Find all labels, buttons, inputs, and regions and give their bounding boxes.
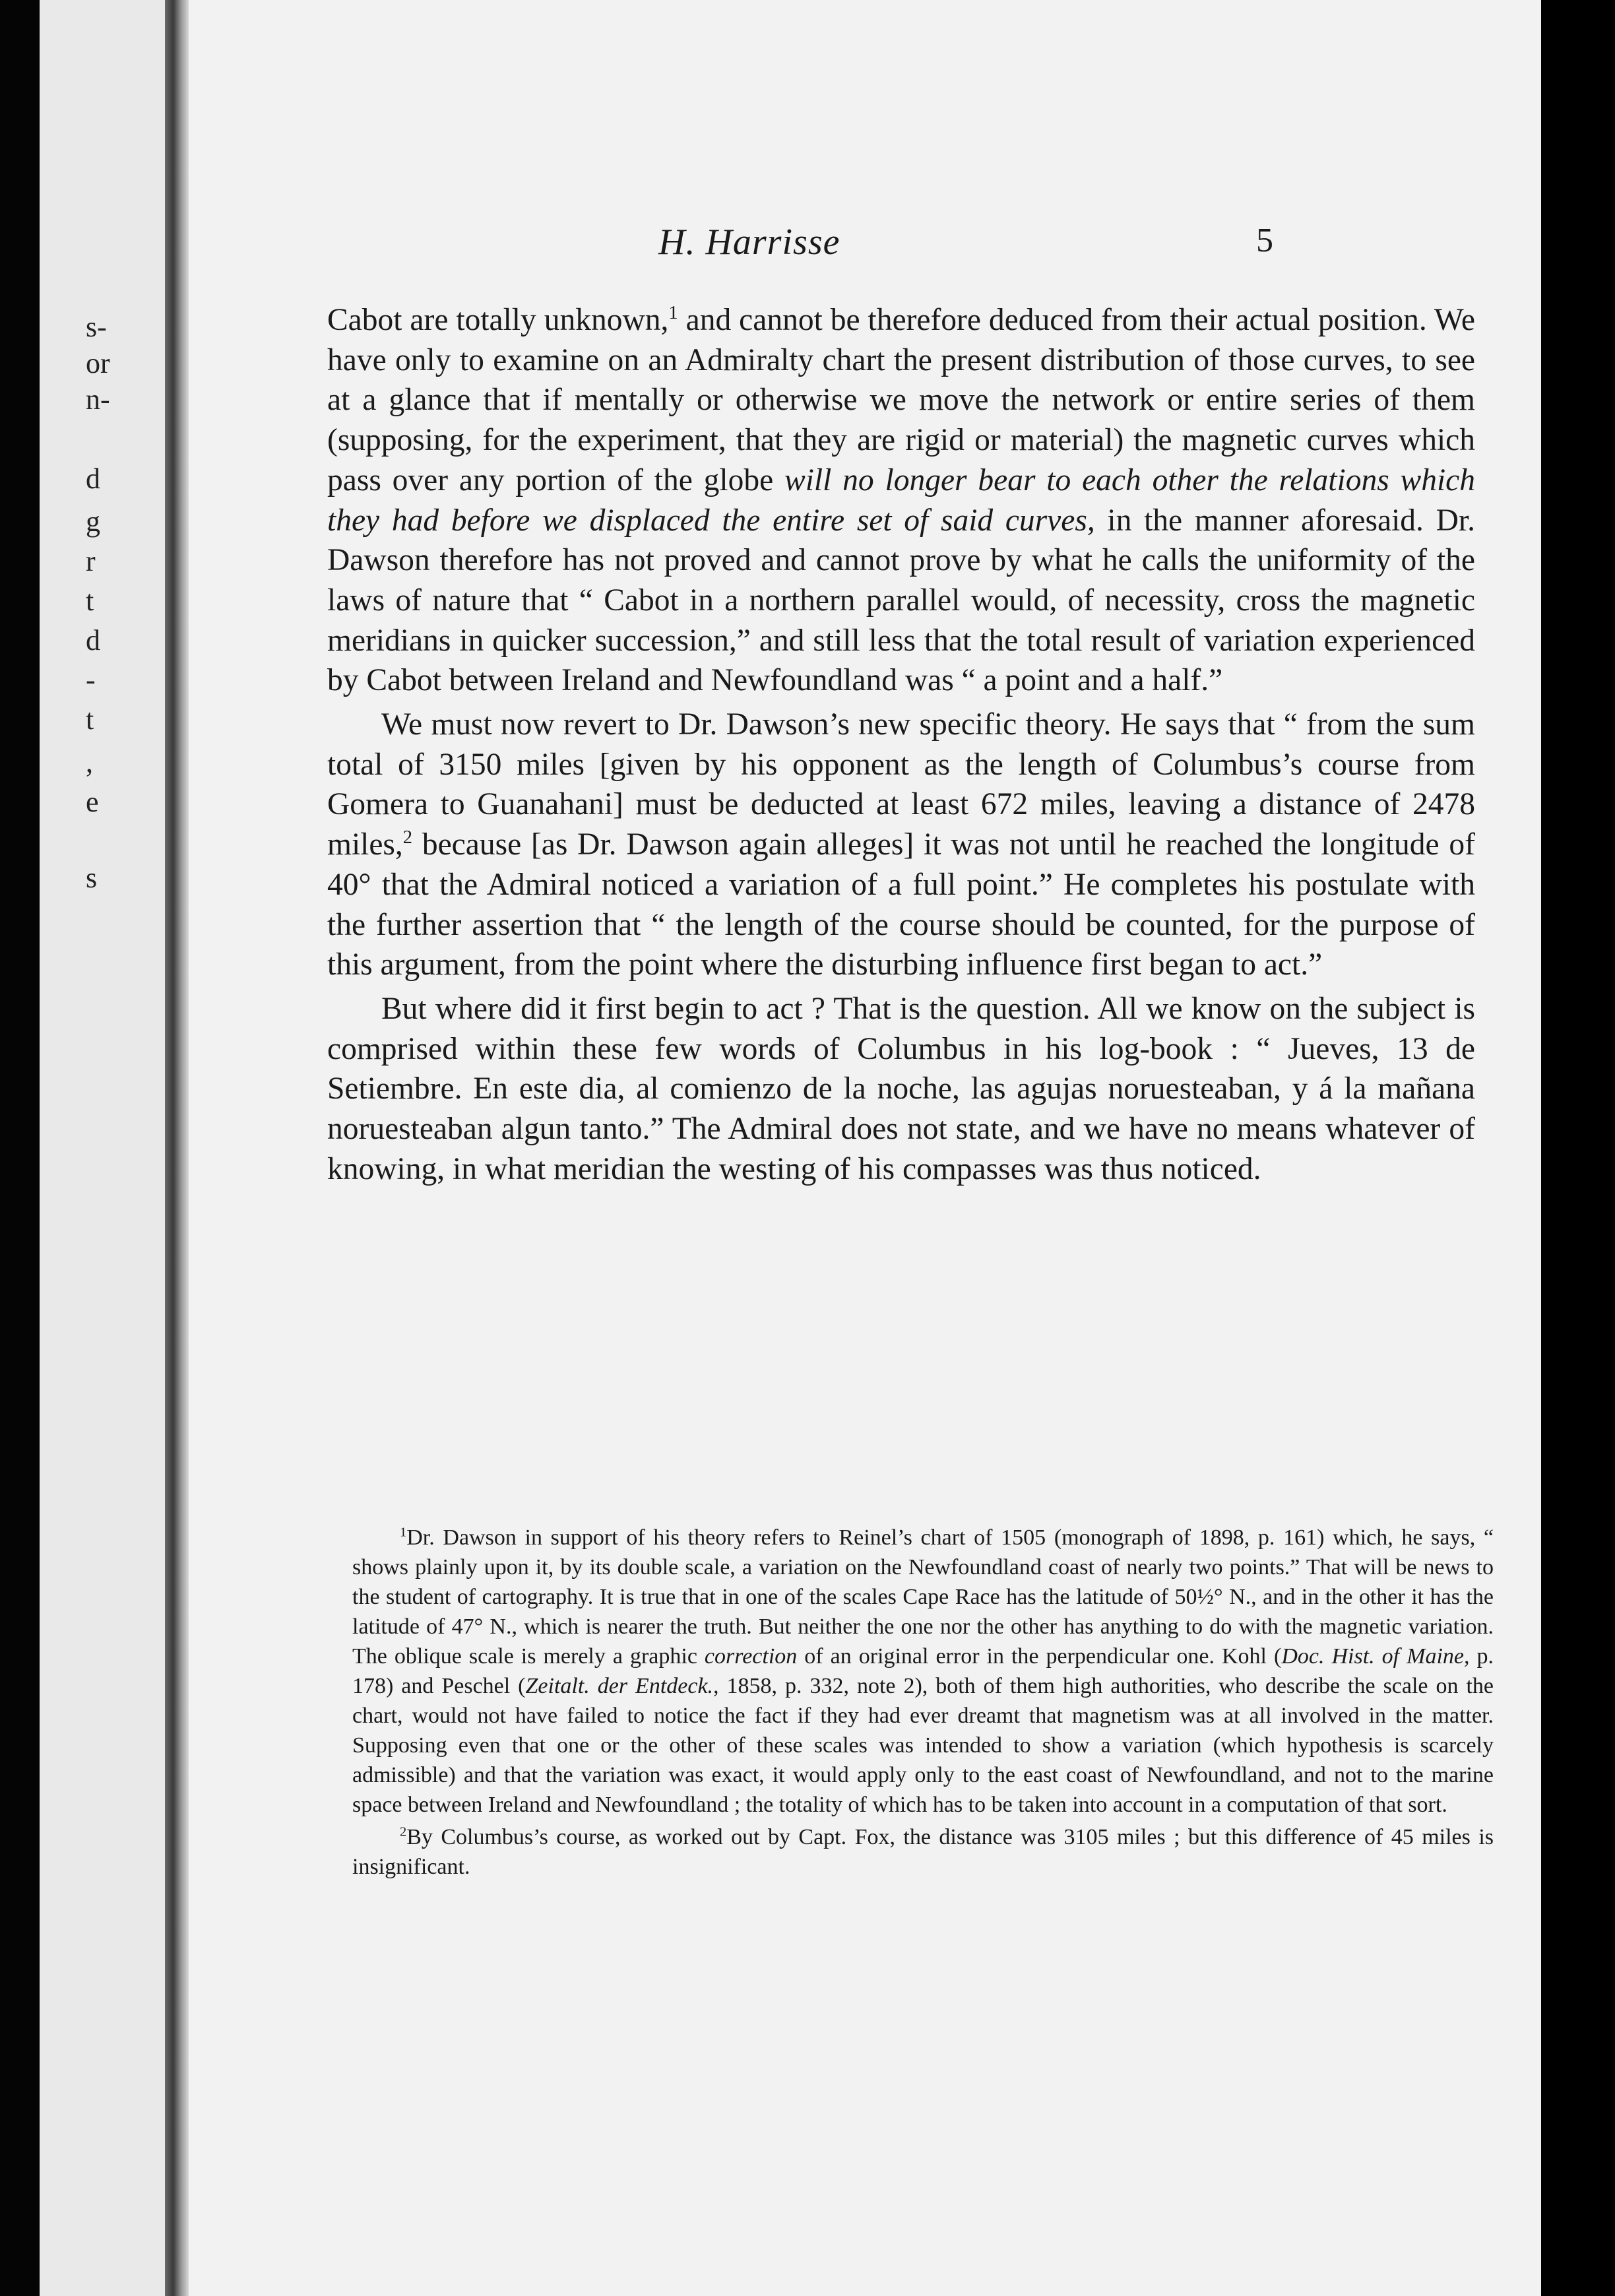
scan-right-margin [1541, 0, 1615, 2296]
italic-text: correction [704, 1644, 798, 1669]
facing-page-text: g [86, 505, 100, 538]
facing-page-text: r [86, 545, 96, 577]
facing-page-text: e [86, 786, 99, 818]
text-run: because [as Dr. Dawson again alleges] it was not until he reached the longitude of 40° that the Admiral noticed a variation of a full point.” He completes his postulate with the further assertion that “ the length of the course should be counted, for the purpose of this argument, from the point where the disturbing influence first began to act.” [327, 827, 1475, 982]
book-gutter [165, 0, 189, 2296]
text-run: We must now revert to Dr. Dawson’s new specific theory. He says that “ from the sum total of 3150 miles [given by his opponent as the length of Columbus’s course from Gomera to Guanahani] must be deducted at least 672 miles, leaving a distance of 2478 miles, [327, 707, 1475, 862]
text-run: Dr. Dawson in support of his theory refers to Reinel’s chart of 1505 (monograph of 1898, p. 161) which, he says, “ shows plainly upon it, by its double scale, a variation on the Newfoundland coast of nearly two points.” That will be news to the student of cartography. It is true that in one of the scales Cape Race has the latitude of 50½° N., and in the other it has the latitude of 47° N., which is nearer the truth. But neither the one nor the other has anything to do with the magnetic variation. The oblique scale is merely a graphic [352, 1525, 1494, 1669]
facing-page-text: or [86, 347, 110, 379]
text-run: of an original error in the perpendicular one. Kohl ( [797, 1644, 1282, 1669]
facing-page-text: d [86, 462, 100, 495]
facing-page-text: s [86, 862, 98, 894]
facing-page-text: t [86, 703, 94, 736]
facing-page-text: n- [86, 383, 110, 416]
body-paragraph [327, 705, 1475, 985]
running-title: H. Harrisse [658, 222, 840, 263]
text-run: 1858, p. 332, note 2), both of them high authorities, who describe the scale on the chart, would not have failed to notice the fact if they had ever dreamt that magnetism was at all involved in the matter. Supposing even that one or the other of these scales was intended to show a variation (which hypothesis is scarcely admissible) and that the variation was exact, it would apply only to the east coast of Newfoundland, and not to the marine space between Ireland and Newfoundland ; the totality of which has to be taken into account in a computation of that sort. [352, 1674, 1494, 1817]
footnote-marker: 1 [668, 303, 678, 324]
facing-page-text: d [86, 624, 100, 656]
text-run: But where did it first begin to act ? That is the question. All we know on the subject is comprised within these few words of Columbus in his log-book : “ Jueves, 13 de Setiembre. En este dia, al comienzo de la noche, las agujas noruesteaban, y á la mañana noruesteaban algun tanto.” The Admiral does not state, and we have no means whatever of knowing, in what meridian the westing of his compasses was thus noticed. [327, 991, 1475, 1186]
text-run: By Columbus’s course, as worked out by Capt. Fox, the distance was 3105 miles ; but this difference of 45 miles is insignificant. [352, 1825, 1494, 1879]
italic-text: Doc. Hist. of Maine, [1281, 1644, 1470, 1669]
facing-page-text: , [86, 746, 93, 779]
body-text [327, 300, 1475, 1189]
scan-left-margin [0, 0, 40, 2296]
text-run: p. 178) and Peschel ( [352, 1644, 1494, 1698]
footnote [352, 1822, 1494, 1882]
page-number: 5 [1256, 222, 1273, 259]
italic-text: Zeitalt. der Entdeck., [525, 1674, 719, 1698]
facing-page-text: - [86, 664, 96, 696]
text-run: in the manner aforesaid. Dr. Dawson therefore has not proved and cannot prove by what he calls the uniformity of the laws of nature that “ Cabot in a northern parallel would, of necessity, cross the magnetic meridians in quicker succession,” and still less that the total result of variation experienced by Cabot between Ireland and Newfoundland was “ a point and a half.” [327, 503, 1475, 698]
body-paragraph [327, 989, 1475, 1190]
italic-text: will no longer bear to each other the relations which they had before we displaced the entire set of said curves, [327, 462, 1475, 538]
footnote-marker: 2 [402, 827, 413, 848]
footnote-marker: 2 [400, 1824, 407, 1839]
facing-page-text: s- [86, 311, 107, 343]
footnote [352, 1523, 1494, 1820]
text-run: and cannot be therefore deduced from their actual position. We have only to examine on an Admiralty chart the present distribution of those curves, to see at a glance that if mentally or otherwise we move the network or entire series of them (supposing, for the experiment, that they are rigid or material) the magnetic curves which pass over any portion of the globe [327, 303, 1475, 497]
footnote-marker: 1 [400, 1525, 407, 1540]
facing-page-fragment [40, 0, 165, 2296]
footnotes [352, 1523, 1494, 1882]
body-paragraph [327, 300, 1475, 701]
text-run: Cabot are totally unknown, [327, 303, 669, 337]
book-page [189, 0, 1541, 2296]
facing-page-text: t [86, 585, 94, 617]
